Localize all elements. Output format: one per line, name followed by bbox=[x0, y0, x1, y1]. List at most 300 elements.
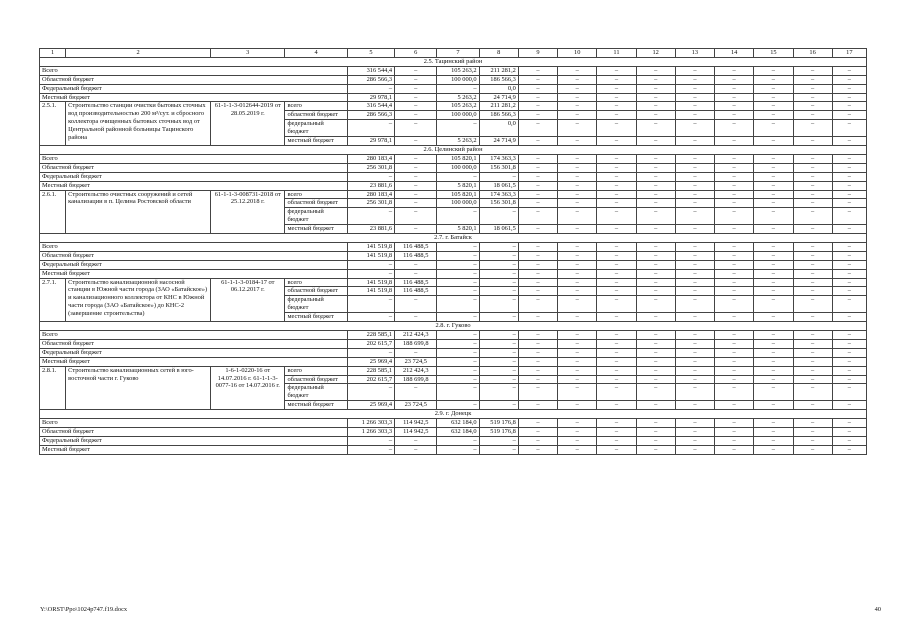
table-cell: 5 263,2 bbox=[437, 137, 479, 146]
table-cell: – bbox=[437, 436, 479, 445]
table-cell: – bbox=[558, 436, 597, 445]
table-cell: – bbox=[832, 339, 866, 348]
table-cell: 519 176,8 bbox=[479, 419, 518, 428]
table-cell: 105 820,1 bbox=[437, 190, 479, 199]
table-cell: – bbox=[597, 154, 636, 163]
table-cell: – bbox=[715, 339, 754, 348]
table-cell: – bbox=[479, 242, 518, 251]
table-cell: 116 488,5 bbox=[395, 251, 437, 260]
table-cell: – bbox=[793, 137, 832, 146]
table-cell: – bbox=[347, 313, 394, 322]
table-cell: 212 424,3 bbox=[395, 366, 437, 375]
table-cell: – bbox=[636, 242, 675, 251]
table-cell: – bbox=[754, 172, 793, 181]
table-cell: местный бюджет bbox=[285, 225, 347, 234]
table-cell: – bbox=[715, 348, 754, 357]
table-cell: – bbox=[754, 445, 793, 454]
table-cell: – bbox=[675, 269, 714, 278]
table-cell: – bbox=[347, 348, 394, 357]
table-cell: – bbox=[636, 269, 675, 278]
table-cell: – bbox=[715, 75, 754, 84]
table-cell: – bbox=[636, 436, 675, 445]
table-cell: – bbox=[832, 190, 866, 199]
table-cell: – bbox=[437, 208, 479, 225]
table-cell: – bbox=[558, 287, 597, 296]
table-cell: – bbox=[597, 419, 636, 428]
table-cell: 256 301,8 bbox=[347, 163, 394, 172]
table-cell: – bbox=[675, 278, 714, 287]
table-cell: – bbox=[754, 339, 793, 348]
table-cell: – bbox=[597, 84, 636, 93]
table-cell: – bbox=[715, 172, 754, 181]
table-cell: – bbox=[675, 225, 714, 234]
table-cell: 188 699,8 bbox=[395, 375, 437, 384]
table-cell: – bbox=[437, 269, 479, 278]
table-cell: – bbox=[675, 313, 714, 322]
table-cell: – bbox=[479, 357, 518, 366]
table-cell: – bbox=[518, 401, 557, 410]
table-cell: – bbox=[832, 287, 866, 296]
table-cell: – bbox=[518, 348, 557, 357]
table-cell: – bbox=[597, 366, 636, 375]
total-row bbox=[40, 436, 867, 445]
table-cell: – bbox=[636, 348, 675, 357]
table-cell: – bbox=[832, 366, 866, 375]
table-cell: – bbox=[636, 357, 675, 366]
table-cell: – bbox=[518, 84, 557, 93]
table-cell: – bbox=[518, 313, 557, 322]
table-cell: – bbox=[715, 278, 754, 287]
table-cell: – bbox=[636, 313, 675, 322]
table-cell: – bbox=[832, 84, 866, 93]
project-row bbox=[40, 366, 867, 375]
table-cell: Областной бюджет bbox=[40, 339, 348, 348]
table-cell: – bbox=[597, 436, 636, 445]
table-cell: – bbox=[437, 339, 479, 348]
total-row bbox=[40, 154, 867, 163]
table-cell: – bbox=[597, 357, 636, 366]
table-cell: – bbox=[437, 348, 479, 357]
table-cell: 2.8. г. Гуково bbox=[40, 322, 867, 331]
table-cell: Местный бюджет bbox=[40, 357, 348, 366]
table-cell: – bbox=[715, 287, 754, 296]
table-cell: – bbox=[518, 375, 557, 384]
table-cell: – bbox=[437, 172, 479, 181]
table-cell: – bbox=[793, 313, 832, 322]
table-cell: – bbox=[636, 93, 675, 102]
table-cell: 0,0 bbox=[479, 84, 518, 93]
table-cell: 1 bbox=[40, 49, 66, 58]
table-cell: – bbox=[793, 296, 832, 313]
table-cell: 280 183,4 bbox=[347, 154, 394, 163]
table-cell: – bbox=[395, 445, 437, 454]
table-cell: – bbox=[347, 445, 394, 454]
total-row bbox=[40, 66, 867, 75]
table-cell: – bbox=[558, 278, 597, 287]
table-cell: 18 061,5 bbox=[479, 225, 518, 234]
table-cell: – bbox=[754, 331, 793, 340]
table-cell: местный бюджет bbox=[285, 313, 347, 322]
table-cell: – bbox=[715, 163, 754, 172]
table-cell: – bbox=[754, 225, 793, 234]
table-cell: 9 bbox=[518, 49, 557, 58]
table-cell: – bbox=[832, 357, 866, 366]
table-cell: 2.6.1. bbox=[40, 190, 66, 234]
table-cell: – bbox=[793, 287, 832, 296]
table-cell: – bbox=[597, 269, 636, 278]
total-row bbox=[40, 84, 867, 93]
table-cell: – bbox=[437, 357, 479, 366]
table-cell: 116 488,5 bbox=[395, 287, 437, 296]
table-cell: 632 184,0 bbox=[437, 427, 479, 436]
table-cell: – bbox=[715, 242, 754, 251]
table-cell: 61-1-1-3-0184-17 от 06.12.2017 г. bbox=[211, 278, 285, 322]
table-cell: – bbox=[636, 287, 675, 296]
table-cell: – bbox=[832, 181, 866, 190]
table-cell: – bbox=[597, 66, 636, 75]
table-cell: 212 424,3 bbox=[395, 331, 437, 340]
table-cell: – bbox=[395, 163, 437, 172]
table-cell: – bbox=[597, 137, 636, 146]
table-cell: 23 724,5 bbox=[395, 357, 437, 366]
table-cell: 1 266 303,3 bbox=[347, 419, 394, 428]
table-cell: 174 363,3 bbox=[479, 190, 518, 199]
table-cell: – bbox=[675, 445, 714, 454]
table-cell: – bbox=[832, 384, 866, 401]
table-cell: – bbox=[518, 75, 557, 84]
table-cell: – bbox=[715, 313, 754, 322]
table-cell: – bbox=[558, 296, 597, 313]
table-cell: – bbox=[636, 75, 675, 84]
table-cell: – bbox=[793, 260, 832, 269]
table-cell: 2.7. г. Батайск bbox=[40, 234, 867, 243]
total-row bbox=[40, 269, 867, 278]
table-cell: – bbox=[793, 269, 832, 278]
table-cell: – bbox=[437, 384, 479, 401]
table-cell: – bbox=[558, 181, 597, 190]
table-cell: – bbox=[558, 313, 597, 322]
table-cell: – bbox=[597, 172, 636, 181]
table-cell: – bbox=[479, 172, 518, 181]
table-cell: – bbox=[832, 401, 866, 410]
table-cell: – bbox=[558, 102, 597, 111]
table-cell: 25 969,4 bbox=[347, 401, 394, 410]
table-cell: – bbox=[675, 357, 714, 366]
table-cell: – bbox=[715, 111, 754, 120]
table-cell: 174 363,3 bbox=[479, 154, 518, 163]
table-cell: – bbox=[715, 436, 754, 445]
table-cell: – bbox=[754, 137, 793, 146]
total-row bbox=[40, 251, 867, 260]
table-cell: – bbox=[518, 251, 557, 260]
table-cell: – bbox=[715, 190, 754, 199]
table-cell: – bbox=[793, 225, 832, 234]
table-cell: – bbox=[479, 384, 518, 401]
table-cell: – bbox=[518, 190, 557, 199]
program-table bbox=[39, 48, 867, 455]
table-cell: – bbox=[754, 208, 793, 225]
table-cell: – bbox=[832, 225, 866, 234]
table-cell: 23 724,5 bbox=[395, 401, 437, 410]
table-cell: – bbox=[754, 111, 793, 120]
table-cell: Местный бюджет bbox=[40, 445, 348, 454]
table-cell: – bbox=[558, 190, 597, 199]
table-cell: – bbox=[518, 154, 557, 163]
table-cell: Федеральный бюджет bbox=[40, 84, 348, 93]
table-cell: 100 000,0 bbox=[437, 111, 479, 120]
table-cell: – bbox=[715, 296, 754, 313]
table-cell: 105 263,2 bbox=[437, 66, 479, 75]
table-cell: – bbox=[832, 436, 866, 445]
table-cell: – bbox=[636, 339, 675, 348]
table-cell: 7 bbox=[437, 49, 479, 58]
table-cell: – bbox=[675, 366, 714, 375]
table-cell: – bbox=[675, 242, 714, 251]
table-cell: – bbox=[347, 296, 394, 313]
table-cell: – bbox=[715, 260, 754, 269]
table-cell: – bbox=[636, 199, 675, 208]
table-cell: – bbox=[518, 102, 557, 111]
table-cell: областной бюджет bbox=[285, 111, 347, 120]
table-cell: – bbox=[793, 199, 832, 208]
table-cell: 186 566,3 bbox=[479, 111, 518, 120]
table-cell: – bbox=[754, 313, 793, 322]
table-cell: – bbox=[754, 120, 793, 137]
total-row bbox=[40, 348, 867, 357]
table-cell: 10 bbox=[558, 49, 597, 58]
table-cell: – bbox=[479, 208, 518, 225]
table-cell: 18 061,5 bbox=[479, 181, 518, 190]
table-cell: – bbox=[715, 225, 754, 234]
table-cell: – bbox=[347, 436, 394, 445]
table-cell: – bbox=[793, 366, 832, 375]
table-cell: – bbox=[558, 154, 597, 163]
table-cell: 17 bbox=[832, 49, 866, 58]
table-cell: – bbox=[518, 163, 557, 172]
table-cell: – bbox=[518, 208, 557, 225]
table-cell: – bbox=[675, 75, 714, 84]
table-cell: – bbox=[518, 384, 557, 401]
table-cell: – bbox=[754, 348, 793, 357]
table-cell: – bbox=[479, 331, 518, 340]
table-cell: местный бюджет bbox=[285, 401, 347, 410]
table-cell: 202 615,7 bbox=[347, 339, 394, 348]
table-cell: – bbox=[597, 120, 636, 137]
table-cell: – bbox=[518, 427, 557, 436]
table-cell: – bbox=[636, 401, 675, 410]
section-title-row bbox=[40, 410, 867, 419]
project-row bbox=[40, 102, 867, 111]
table-cell: – bbox=[675, 348, 714, 357]
table-cell: 5 263,2 bbox=[437, 93, 479, 102]
table-cell: – bbox=[558, 199, 597, 208]
total-row bbox=[40, 75, 867, 84]
table-cell: – bbox=[437, 84, 479, 93]
table-cell: – bbox=[395, 154, 437, 163]
table-cell: – bbox=[558, 375, 597, 384]
table-cell: – bbox=[832, 111, 866, 120]
table-cell: 15 bbox=[754, 49, 793, 58]
table-cell: местный бюджет bbox=[285, 137, 347, 146]
table-cell: – bbox=[675, 66, 714, 75]
table-cell: 1-6-1-0220-16 от 14.07.2016 г. 61-1-1-3-0077-16 от 14.07.2016 г. bbox=[211, 366, 285, 410]
table-cell: 316 544,4 bbox=[347, 66, 394, 75]
table-cell: – bbox=[793, 401, 832, 410]
table-cell: – bbox=[675, 331, 714, 340]
table-cell: Местный бюджет bbox=[40, 269, 348, 278]
table-cell: Всего bbox=[40, 419, 348, 428]
table-cell: – bbox=[558, 84, 597, 93]
table-cell: – bbox=[675, 102, 714, 111]
table-cell: – bbox=[754, 384, 793, 401]
table-cell: Местный бюджет bbox=[40, 93, 348, 102]
table-cell: – bbox=[597, 287, 636, 296]
table-cell: – bbox=[832, 75, 866, 84]
table-cell: – bbox=[832, 269, 866, 278]
table-cell: – bbox=[437, 296, 479, 313]
table-cell: – bbox=[597, 313, 636, 322]
table-cell: – bbox=[518, 93, 557, 102]
table-cell: – bbox=[636, 260, 675, 269]
table-cell: – bbox=[395, 93, 437, 102]
table-cell: – bbox=[754, 401, 793, 410]
table-cell: – bbox=[437, 366, 479, 375]
table-cell: 61-1-1-3-008731-2018 от 25.12.2018 г. bbox=[211, 190, 285, 234]
table-cell: – bbox=[793, 278, 832, 287]
table-cell: – bbox=[347, 120, 394, 137]
table-cell: 186 566,3 bbox=[479, 75, 518, 84]
table-cell: – bbox=[793, 163, 832, 172]
total-row bbox=[40, 93, 867, 102]
table-cell: – bbox=[597, 242, 636, 251]
table-cell: 5 bbox=[347, 49, 394, 58]
table-cell: – bbox=[518, 287, 557, 296]
table-cell: – bbox=[832, 313, 866, 322]
table-cell: – bbox=[793, 375, 832, 384]
table-cell: – bbox=[793, 348, 832, 357]
table-cell: – bbox=[832, 66, 866, 75]
table-cell: 5 820,1 bbox=[437, 181, 479, 190]
table-cell: – bbox=[636, 251, 675, 260]
table-cell: Федеральный бюджет bbox=[40, 436, 348, 445]
table-cell: – bbox=[754, 102, 793, 111]
table-cell: 141 519,8 bbox=[347, 287, 394, 296]
table-cell: – bbox=[754, 436, 793, 445]
table-cell: – bbox=[597, 102, 636, 111]
table-cell: – bbox=[754, 278, 793, 287]
table-cell: – bbox=[518, 120, 557, 137]
table-cell: – bbox=[479, 278, 518, 287]
table-cell: – bbox=[518, 225, 557, 234]
table-cell: – bbox=[597, 375, 636, 384]
table-cell: – bbox=[437, 331, 479, 340]
table-cell: 188 699,8 bbox=[395, 339, 437, 348]
table-cell: Федеральный бюджет bbox=[40, 348, 348, 357]
table-cell: 5 820,1 bbox=[437, 225, 479, 234]
table-cell: 24 714,9 bbox=[479, 93, 518, 102]
table-cell: – bbox=[518, 111, 557, 120]
table-cell: – bbox=[715, 102, 754, 111]
table-cell: 0,0 bbox=[479, 120, 518, 137]
table-cell: – bbox=[832, 278, 866, 287]
table-cell: – bbox=[518, 269, 557, 278]
table-cell: – bbox=[347, 384, 394, 401]
table-cell: – bbox=[558, 357, 597, 366]
table-cell: – bbox=[558, 366, 597, 375]
table-cell: – bbox=[558, 348, 597, 357]
table-cell: – bbox=[636, 225, 675, 234]
table-cell: – bbox=[636, 111, 675, 120]
table-cell: – bbox=[675, 208, 714, 225]
table-cell: – bbox=[597, 190, 636, 199]
table-cell: – bbox=[597, 331, 636, 340]
table-cell: – bbox=[715, 357, 754, 366]
table-cell: Всего bbox=[40, 66, 348, 75]
section-title-row bbox=[40, 234, 867, 243]
table-cell: 100 000,0 bbox=[437, 199, 479, 208]
table-cell: – bbox=[597, 208, 636, 225]
table-cell: – bbox=[518, 419, 557, 428]
table-cell: – bbox=[437, 120, 479, 137]
table-cell: – bbox=[675, 172, 714, 181]
table-cell: – bbox=[793, 111, 832, 120]
table-cell: – bbox=[715, 445, 754, 454]
table-cell: 519 176,8 bbox=[479, 427, 518, 436]
table-cell: – bbox=[675, 339, 714, 348]
total-row bbox=[40, 172, 867, 181]
table-cell: 2.9. г. Донецк bbox=[40, 410, 867, 419]
table-cell: 141 519,8 bbox=[347, 278, 394, 287]
table-cell: 24 714,9 bbox=[479, 137, 518, 146]
table-cell: – bbox=[558, 137, 597, 146]
table-cell: – bbox=[558, 260, 597, 269]
total-row bbox=[40, 339, 867, 348]
table-cell: – bbox=[793, 102, 832, 111]
total-row bbox=[40, 260, 867, 269]
table-cell: – bbox=[636, 384, 675, 401]
table-cell: – bbox=[793, 84, 832, 93]
table-cell: – bbox=[675, 401, 714, 410]
table-cell: – bbox=[675, 137, 714, 146]
table-cell: – bbox=[437, 260, 479, 269]
table-cell: – bbox=[479, 436, 518, 445]
table-cell: – bbox=[636, 84, 675, 93]
table-cell: 228 585,1 bbox=[347, 331, 394, 340]
table-cell: 23 881,6 bbox=[347, 225, 394, 234]
table-cell: – bbox=[437, 287, 479, 296]
table-cell: Областной бюджет bbox=[40, 251, 348, 260]
table-cell: – bbox=[558, 445, 597, 454]
table-cell: – bbox=[675, 181, 714, 190]
table-cell: – bbox=[793, 427, 832, 436]
table-cell: Строительство канализационных сетей в юго-восточной части г. Гуково bbox=[66, 366, 211, 410]
table-cell: 114 942,5 bbox=[395, 427, 437, 436]
table-cell: – bbox=[597, 111, 636, 120]
table-cell: – bbox=[715, 154, 754, 163]
table-cell: – bbox=[518, 296, 557, 313]
table-cell: – bbox=[479, 339, 518, 348]
table-cell: – bbox=[715, 120, 754, 137]
table-cell: – bbox=[558, 163, 597, 172]
table-cell: – bbox=[675, 199, 714, 208]
table-cell: – bbox=[636, 375, 675, 384]
table-cell: – bbox=[395, 348, 437, 357]
table-cell: – bbox=[832, 427, 866, 436]
table-cell: – bbox=[395, 181, 437, 190]
table-cell: 316 544,4 bbox=[347, 102, 394, 111]
table-cell: 11 bbox=[597, 49, 636, 58]
table-cell: – bbox=[793, 75, 832, 84]
